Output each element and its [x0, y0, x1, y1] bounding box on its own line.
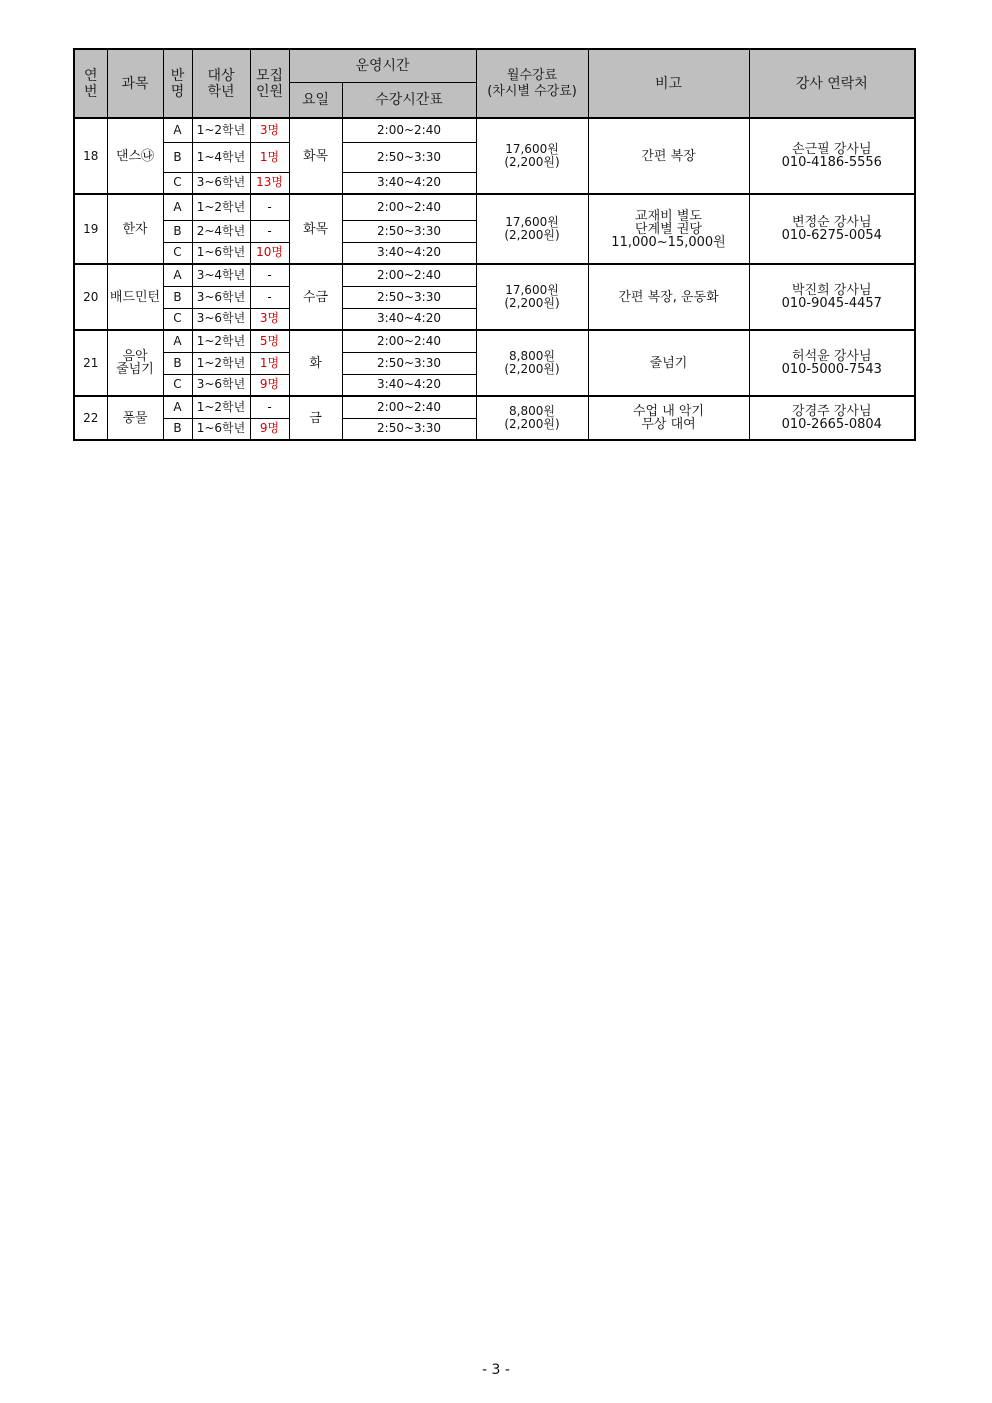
- table-row: [74, 194, 915, 220]
- instructor-contact-line: 010-6275-0054: [781, 228, 882, 243]
- course-no: 19: [74, 194, 107, 264]
- course-note: [588, 330, 749, 396]
- weekday: 화목: [289, 194, 342, 264]
- instructor-contact: [749, 264, 915, 330]
- instructor-contact-line: 010-4186-5556: [781, 155, 882, 170]
- class-name: C: [163, 172, 192, 194]
- quota: 3명: [250, 308, 289, 330]
- monthly-fee-line: 17,600원: [505, 142, 559, 156]
- course-group: [74, 264, 915, 330]
- course-note: [588, 396, 749, 440]
- class-name: B: [163, 286, 192, 308]
- course-no: 18: [74, 118, 107, 194]
- class-time: 3:40~4:20: [342, 172, 476, 194]
- monthly-fee-line: (2,200원): [504, 362, 560, 376]
- course-no: 20: [74, 264, 107, 330]
- monthly-fee-line: (2,200원): [504, 296, 560, 310]
- class-time: 2:50~3:30: [342, 220, 476, 242]
- course-group: [74, 330, 915, 396]
- course-group: [74, 396, 915, 440]
- course-subject-line: 음악: [122, 349, 148, 364]
- header-grade: 대상 학년: [192, 49, 250, 118]
- quota: -: [250, 194, 289, 220]
- course-no: 22: [74, 396, 107, 440]
- class-time: 3:40~4:20: [342, 242, 476, 264]
- target-grade: 3~4학년: [192, 264, 250, 286]
- class-name: A: [163, 264, 192, 286]
- instructor-contact: [749, 396, 915, 440]
- course-note-line: 간편 복장: [641, 148, 696, 164]
- quota: 1명: [250, 352, 289, 374]
- header-class: 반 명: [163, 49, 192, 118]
- course-note-line: 교재비 별도: [635, 208, 702, 224]
- course-note-line: 줄넘기: [649, 355, 688, 371]
- course-subject-line: 댄스㉯: [115, 148, 155, 164]
- monthly-fee-line: 17,600원: [505, 283, 559, 297]
- weekday: 화: [289, 330, 342, 396]
- instructor-contact: [749, 330, 915, 396]
- course-subject: [107, 330, 163, 396]
- table-row: [74, 118, 915, 142]
- course-subject: [107, 118, 163, 194]
- header-no: 연 번: [74, 49, 107, 118]
- course-note: [588, 118, 749, 194]
- course-subject-line: 풍물: [122, 410, 148, 426]
- class-name: B: [163, 418, 192, 440]
- page-number: - 3 -: [482, 1362, 510, 1378]
- monthly-fee: [476, 330, 588, 396]
- course-note-line: 11,000~15,000원: [611, 234, 726, 250]
- quota: -: [250, 286, 289, 308]
- table-row: [74, 264, 915, 286]
- instructor-contact-line: 손근필 강사님: [792, 142, 872, 157]
- target-grade: 1~4학년: [192, 142, 250, 172]
- class-name: C: [163, 242, 192, 264]
- class-name: B: [163, 352, 192, 374]
- header-day: 요일: [289, 83, 342, 119]
- course-note-line: 무상 대여: [641, 417, 696, 432]
- course-note: [588, 194, 749, 264]
- course-schedule-table: [73, 48, 916, 441]
- monthly-fee-line: (2,200원): [504, 155, 560, 169]
- class-time: 2:00~2:40: [342, 194, 476, 220]
- quota: 1명: [250, 142, 289, 172]
- target-grade: 1~2학년: [192, 118, 250, 142]
- instructor-contact: [749, 118, 915, 194]
- course-note: [588, 264, 749, 330]
- target-grade: 1~2학년: [192, 352, 250, 374]
- table-row: [74, 330, 915, 352]
- target-grade: 3~6학년: [192, 172, 250, 194]
- class-name: A: [163, 194, 192, 220]
- class-time: 3:40~4:20: [342, 374, 476, 396]
- class-time: 2:00~2:40: [342, 264, 476, 286]
- course-group: [74, 118, 915, 194]
- class-time: 2:50~3:30: [342, 286, 476, 308]
- header-fee: 월수강료 (차시별 수강료): [476, 49, 588, 118]
- quota: -: [250, 220, 289, 242]
- weekday: 금: [289, 396, 342, 440]
- monthly-fee-line: (2,200원): [504, 417, 560, 431]
- target-grade: 3~6학년: [192, 374, 250, 396]
- header-timetable: 수강시간표: [342, 83, 476, 119]
- course-subject-line: 배드민턴: [109, 289, 161, 305]
- class-name: C: [163, 374, 192, 396]
- header-quota: 모집 인원: [250, 49, 289, 118]
- instructor-contact-line: 변정순 강사님: [792, 215, 872, 230]
- monthly-fee-line: (2,200원): [504, 228, 560, 242]
- instructor-contact-line: 010-9045-4457: [781, 296, 882, 311]
- monthly-fee: [476, 118, 588, 194]
- class-name: A: [163, 396, 192, 418]
- header-contact: 강사 연락처: [749, 49, 915, 118]
- target-grade: 1~2학년: [192, 396, 250, 418]
- quota: 13명: [250, 172, 289, 194]
- course-subject-line: 한자: [122, 221, 148, 237]
- class-name: A: [163, 118, 192, 142]
- quota: -: [250, 264, 289, 286]
- quota: 5명: [250, 330, 289, 352]
- class-time: 2:00~2:40: [342, 330, 476, 352]
- header-operation-time: 운영시간: [289, 49, 476, 83]
- instructor-contact-line: 010-5000-7543: [781, 362, 882, 377]
- target-grade: 1~6학년: [192, 242, 250, 264]
- class-name: B: [163, 220, 192, 242]
- table-row: [74, 396, 915, 418]
- class-time: 2:00~2:40: [342, 118, 476, 142]
- monthly-fee-line: 8,800원: [509, 404, 555, 418]
- monthly-fee-line: 8,800원: [509, 349, 555, 363]
- course-subject: [107, 396, 163, 440]
- target-grade: 2~4학년: [192, 220, 250, 242]
- weekday: 수금: [289, 264, 342, 330]
- target-grade: 1~6학년: [192, 418, 250, 440]
- monthly-fee: [476, 264, 588, 330]
- instructor-contact-line: 박진희 강사님: [792, 283, 872, 298]
- course-group: [74, 194, 915, 264]
- instructor-contact-line: 허석윤 강사님: [792, 349, 872, 364]
- course-note-line: 간편 복장, 운동화: [618, 289, 719, 305]
- target-grade: 1~2학년: [192, 330, 250, 352]
- course-no: 21: [74, 330, 107, 396]
- class-time: 3:40~4:20: [342, 308, 476, 330]
- course-subject: [107, 194, 163, 264]
- monthly-fee: [476, 396, 588, 440]
- header-subject: 과목: [107, 49, 163, 118]
- header-note: 비고: [588, 49, 749, 118]
- target-grade: 3~6학년: [192, 308, 250, 330]
- course-subject-line: 줄넘기: [116, 362, 154, 377]
- class-name: B: [163, 142, 192, 172]
- target-grade: 3~6학년: [192, 286, 250, 308]
- monthly-fee-line: 17,600원: [505, 215, 559, 229]
- class-time: 2:50~3:30: [342, 352, 476, 374]
- course-subject: [107, 264, 163, 330]
- instructor-contact: [749, 194, 915, 264]
- class-time: 2:50~3:30: [342, 142, 476, 172]
- course-note-line: 수업 내 악기: [632, 404, 705, 419]
- class-time: 2:50~3:30: [342, 418, 476, 440]
- instructor-contact-line: 010-2665-0804: [781, 417, 882, 432]
- instructor-contact-line: 강경주 강사님: [792, 404, 872, 419]
- class-name: C: [163, 308, 192, 330]
- class-name: A: [163, 330, 192, 352]
- quota: 9명: [250, 374, 289, 396]
- weekday: 화목: [289, 118, 342, 194]
- class-time: 2:00~2:40: [342, 396, 476, 418]
- quota: 3명: [250, 118, 289, 142]
- quota: 10명: [250, 242, 289, 264]
- monthly-fee: [476, 194, 588, 264]
- course-note-line: 단계별 권당: [635, 221, 702, 237]
- quota: -: [250, 396, 289, 418]
- quota: 9명: [250, 418, 289, 440]
- target-grade: 1~2학년: [192, 194, 250, 220]
